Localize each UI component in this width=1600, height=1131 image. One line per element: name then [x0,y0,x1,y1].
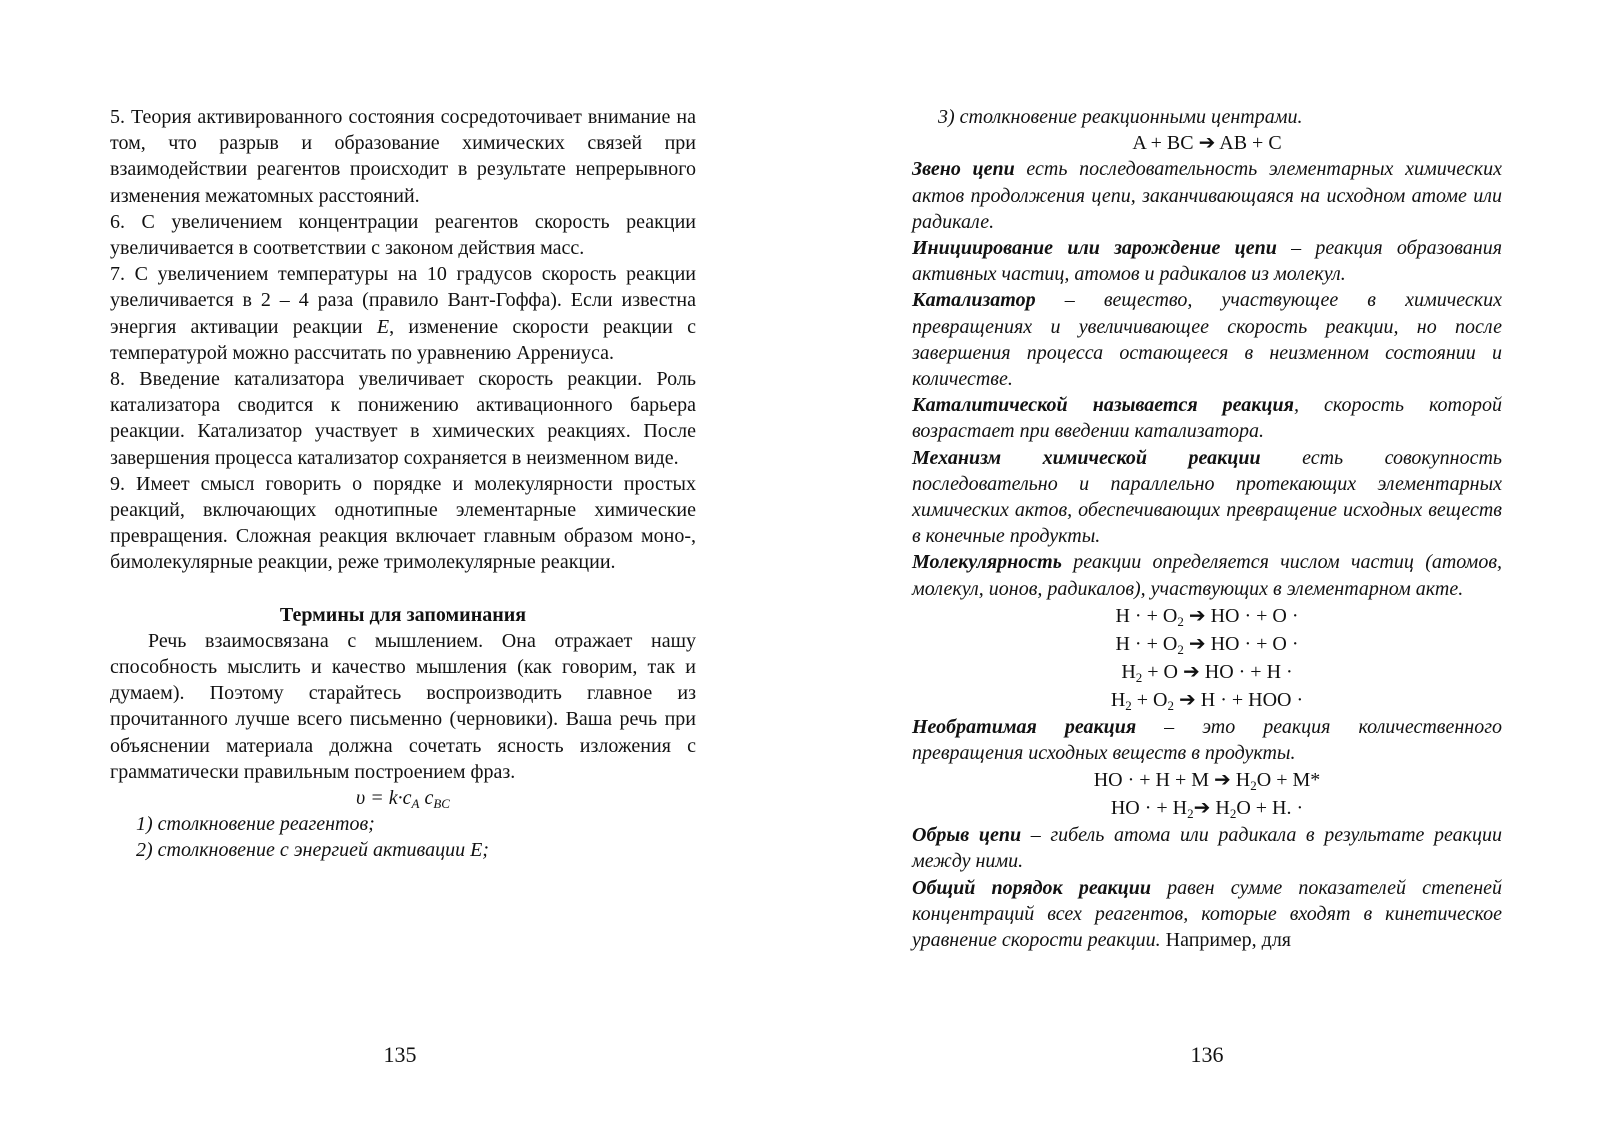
equation: HO · + H + M ➔ $H_2O + M*$ [1093,769,1321,794]
equation: H · + $O_2$ ➔ HO · + O · [1115,632,1299,657]
right-page [912,104,1502,953]
page-number: 135 [383,1042,417,1067]
term-definition: Обрыв цепи – гибель атома или радикала в результате реакции между ними. [912,824,1502,873]
equation: $H_2 + O$ ➔ HO · + H · [1121,660,1293,685]
term-definition: Механизм химической реакции есть совокупность последовательно и параллельно протекающих элементарных химических актов, обеспечивающих превращение исходных веществ в конечные продукты. [912,446,1502,548]
equation-block [912,602,1502,714]
left-page [110,104,696,864]
term-definition: Общий порядок реакции равен сумме показателей степеней концентраций всех реагентов, которые входят в кинетическое уравнение скорости реакции. Например, для [912,876,1502,952]
equation: HO · + $H_2➔$ $H_2O + H$. · [1110,797,1304,822]
paragraph: Речь взаимосвязана с мышлением. Она отражает нашу способность мыслить и качество мышления (как говорим, так и думаем). Поэтому старайтесь воспроизводить главное из прочитанного лучше всего письменно (черновики). Ваша речь при объяснении материала должна сочетать ясность изложения с грамматически правильным построением фраз. [110,629,696,783]
list-item: 9. Имеет смысл говорить о порядке и молекулярности простых реакций, включающих однотипные элементарные химические превращения. Сложная реакция включает главным образом моно-, бимолекулярные реакции, реже тримолекулярные реакции. [110,472,696,574]
term-definition: Инициирование или зарождение цепи – реакция образования активных частиц, атомов и радикалов из молекул. [912,237,1502,286]
page-number: 136 [1190,1042,1224,1067]
section-heading: Термины для запоминания [279,603,527,626]
equation: A + BC ➔ AB + C [1132,132,1282,155]
equation: $H_2 + O_2$ ➔ H · + HOO · [1110,688,1304,713]
term-definition: Каталитической называется реакция, скорость которой возрастает при введении катализатора. [912,394,1502,443]
list-item: 5. Теория активированного состояния сосредоточивает внимание на том, что разрыв и образование химических связей при взаимодействии реагентов происходит в результате непрерывного изменения межатомных расстояний. [110,106,696,207]
list-item: 7. С увеличением температуры на 10 градусов скорость реакции увеличивается в 2 – 4 раза (правило Вант-Гоффа). Если известна энергия активации реакции E, изменение скорости реакции с температурой можно рассчитать по уравнению Аррениуса. [110,263,696,364]
term-definition: Звено цепи есть последовательность элементарных химических актов продолжения цепи, заканчивающаяся на исходном атоме или радикале. [912,158,1503,233]
term-definition: Необратимая реакция – это реакция количественного превращения исходных веществ в продукты. [912,715,1502,765]
equation: H · + $O_2$ ➔ HO · + O · [1115,604,1299,629]
list-item: 8. Введение катализатора увеличивает скорость реакции. Роль катализатора сводится к понижению активационного барьера реакции. Катализатор участвует в химических реакциях. После завершения процесса катализатор сохраняется в неизменном виде. [110,368,696,469]
list-item: 1) столкновение реагентов; [136,813,375,836]
term-definition: Катализатор – вещество, участвующее в химических превращениях и увеличивающее скорость реакции, но после завершения процесса остающееся в неизменном состоянии и количестве. [912,289,1502,391]
equation-block [912,766,1502,822]
rate-formula: $\upsilon = k\cdot c_A$ $c_{BC}$ [356,787,450,812]
term-definition: Молекулярность реакции определяется числом частиц (атомов, молекул, ионов, радикалов), участвующих в элементарном акте. [912,551,1502,600]
list-item: 6. С увеличением концентрации реагентов скорость реакции увеличивается в соответствии с законом действия масс. [110,210,696,260]
list-item: 2) столкновение с энергией активации E; [136,839,489,862]
list-item: 3) столкновение реакционными центрами. [938,106,1303,128]
